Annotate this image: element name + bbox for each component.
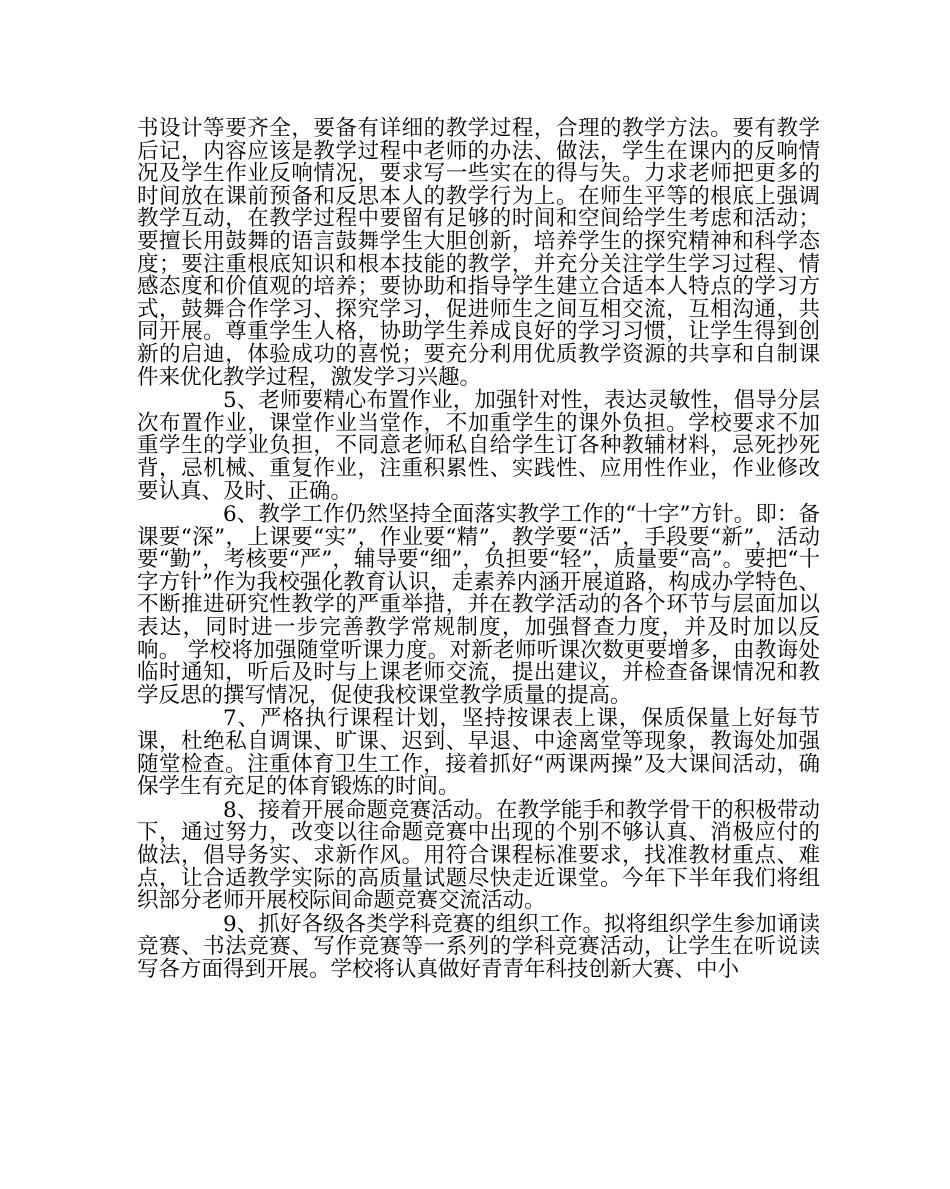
paragraph-item-7: 7、严格执行课程计划，坚持按课表上课，保质保量上好每节课，杜绝私自调课、旷课、迟到、早退、中途离堂等现象，教诲处加强随堂检查。注重体育卫生工作，接着抓好“两课两操”及大课间活动，确保学生有充足的体育锻炼的时间。 [137, 706, 820, 800]
document-page [137, 118, 820, 982]
paragraph-item-9: 9、抓好各级各类学科竞赛的组织工作。拟将组织学生参加诵读竞赛、书法竞赛、写作竞赛等一系列的学科竞赛活动，让学生在听说读写各方面得到开展。学校将认真做好青青年科技创新大赛、中小 [137, 911, 820, 982]
paragraph-item-6: 6、教学工作仍然坚持全面落实教学工作的“十字”方针。即：备课要“深”，上课要“实”，作业要“精”，教学要“活”，手段要“新”，活动要“勤”，考核要“严”，辅导要“细”，负担要“轻”，质量要“高”。要把“十字方针”作为我校强化教育认识，走素养内涵开展道路，构成办学特色、不断推进研究性教学的严重举措，并在教学活动的各个环节与层面加以表达，同时进一步完善教学常规制度，加强督查力度，并及时加以反响。 学校将加强随堂听课力度。对新老师听课次数更要增多，由教诲处临时通知，听后及时与上课老师交流，提出建议，并检查备课情况和教学反思的撰写情况，促使我校课堂教学质量的提高。 [137, 502, 820, 708]
paragraph-item-8: 8、接着开展命题竞赛活动。在教学能手和教学骨干的积极带动下，通过努力，改变以往命题竞赛中出现的个别不够认真、消极应付的做法，倡导务实、求新作风。用符合课程标准要求，找准教材重点、难点，让合适教学实际的高质量试题尽快走近课堂。今年下半年我们将组织部分老师开展校际间命题竞赛交流活动。 [137, 797, 820, 914]
paragraph-item-5: 5、老师要精心布置作业，加强针对性，表达灵敏性，倡导分层次布置作业，课堂作业当堂作，不加重学生的课外负担。学校要求不加重学生的学业负担，不同意老师私自给学生订各种教辅材料，忌死抄死背，忌机械、重复作业，注重积累性、实践性、应用性作业，作业修改要认真、及时、正确。 [137, 388, 820, 504]
paragraph-intro: 书设计等要齐全，要备有详细的教学过程，合理的教学方法。要有教学后记，内容应该是教学过程中老师的办法、做法，学生在课内的反响情况及学生作业反响情况，要求写一些实在的得与失。力求老师把更多的时间放在课前预备和反思本人的教学行为上。在师生平等的根底上强调教学互动，在教学过程中要留有足够的时间和空间给学生考虑和活动；要擅长用鼓舞的语言鼓舞学生大胆创新，培养学生的探究精神和科学态度；要注重根底知识和根本技能的教学，并充分关注学生学习过程、情感态度和价值观的培养；要协助和指导学生建立合适本人特点的学习方式，鼓舞合作学习、探究学习，促进师生之间互相交流，互相沟通，共同开展。尊重学生人格，协助学生养成良好的学习习惯，让学生得到创新的启迪，体验成功的喜悦；要充分利用优质教学资源的共享和自制课件来优化教学过程，激发学习兴趣。 [137, 116, 820, 390]
